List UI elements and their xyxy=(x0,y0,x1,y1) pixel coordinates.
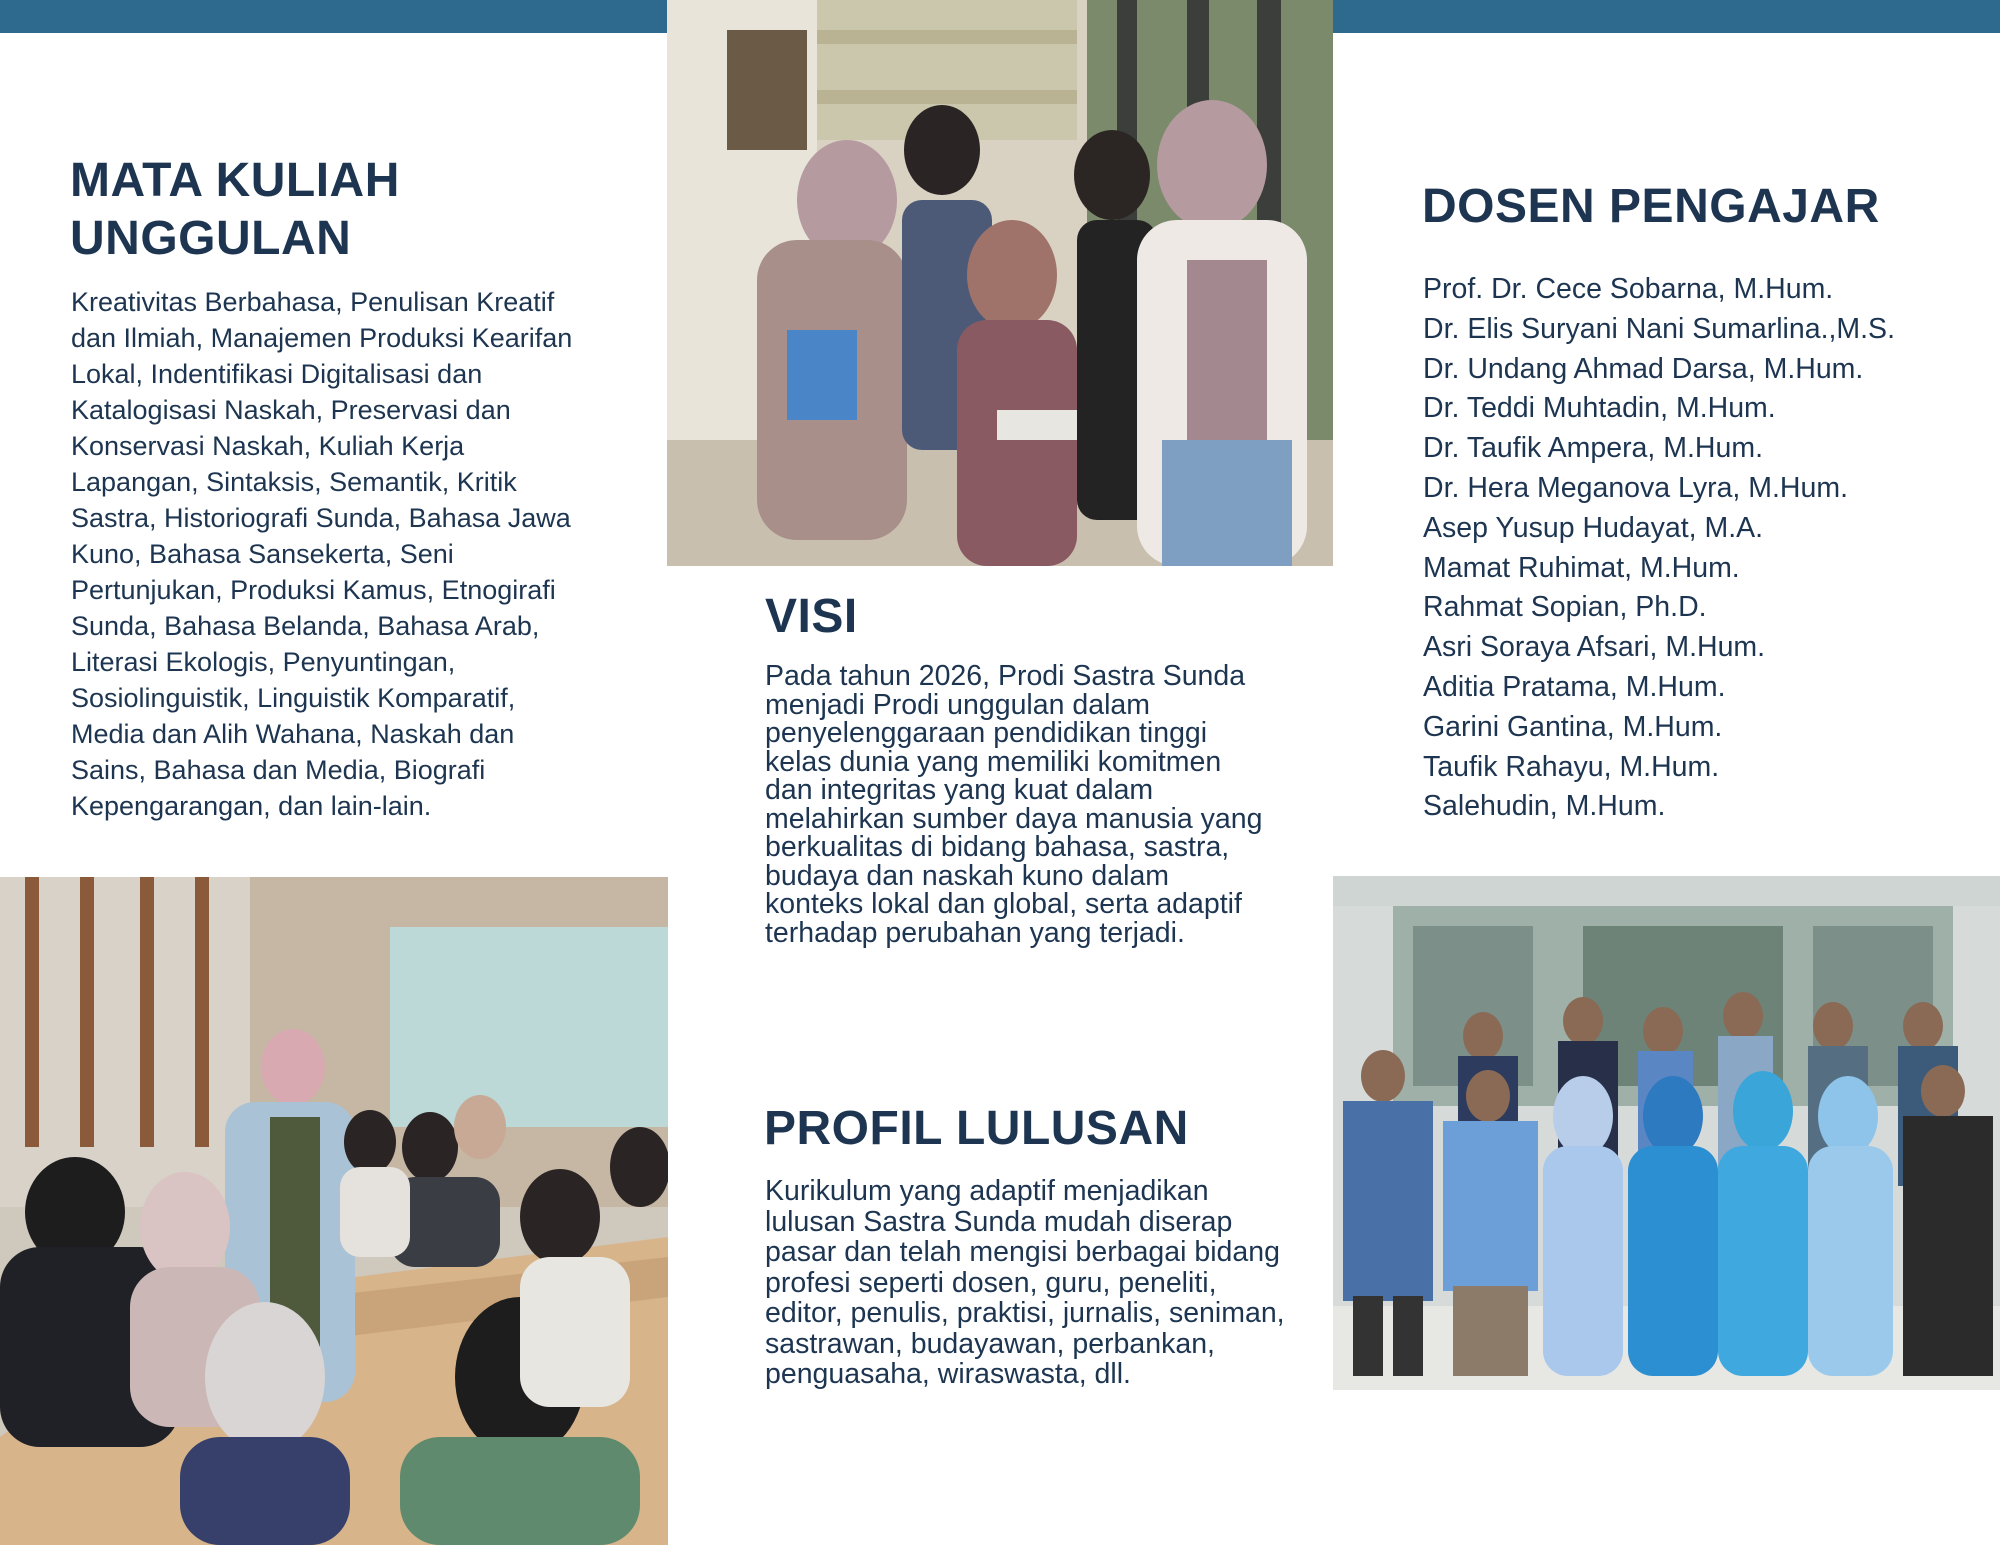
dosen-name: Rahmat Sopian, Ph.D. xyxy=(1423,591,1707,624)
dosen-name: Prof. Dr. Cece Sobarna, M.Hum. xyxy=(1423,273,1834,305)
profil-lulusan-text: Kurikulum yang adaptif menjadikan lulusan Sastra Sunda mudah diserap pasar dan telah mengisi berbagai bidang profesi seperti dosen, guru, peneliti, editor, penulis, praktisi, jurnalis, seniman, sastrawan, budayawan, perbankan, penguasaha, wiraswasta, dll. xyxy=(765,1175,1285,1390)
dosen-name: Dr. Hera Meganova Lyra, M.Hum. xyxy=(1423,471,1849,504)
dosen-list xyxy=(1423,270,1983,827)
students-walking-photo xyxy=(667,0,1333,566)
dosen-name: Mamat Ruhimat, M.Hum. xyxy=(1423,551,1740,584)
dosen-name: Dr. Undang Ahmad Darsa, M.Hum. xyxy=(1423,352,1864,385)
dosen-name: Dr. Elis Suryani Nani Sumarlina.,M.S. xyxy=(1423,312,1895,345)
visi-title: VISI xyxy=(765,590,858,643)
mata-kuliah-title: MATA KULIAH UNGGULAN xyxy=(70,154,400,265)
dosen-name: Asri Soraya Afsari, M.Hum. xyxy=(1423,631,1766,664)
dosen-name: Dr. Taufik Ampera, M.Hum. xyxy=(1423,432,1763,465)
dosen-pengajar-title: DOSEN PENGAJAR xyxy=(1422,180,1880,233)
dosen-name: Dr. Teddi Muhtadin, M.Hum. xyxy=(1423,392,1776,425)
visi-text: Pada tahun 2026, Prodi Sastra Sunda menjadi Prodi unggulan dalam penyelenggaraan pendidikan tinggi kelas dunia yang memiliki komitmen dan integritas yang kuat dalam melahirkan sumber daya manusia yang berkualitas di bidang bahasa, sastra, budaya dan naskah kuno dalam konteks lokal dan global, serta adaptif terhadap perubahan yang terjadi. xyxy=(765,660,1263,949)
profil-lulusan-title: PROFIL LULUSAN xyxy=(764,1102,1189,1155)
mata-kuliah-text: Kreativitas Berbahasa, Penulisan Kreatif dan Ilmiah, Manajemen Produksi Kearifan Lokal, Indentifikasi Digitalisasi dan Katalogisasi Naskah, Preservasi dan Konservasi Naskah, Kuliah Kerja Lapangan, Sintaksis, Semantik, Kritik Sastra, Historiografi Sunda, Bahasa Jawa Kuno, Bahasa Sansekerta, Seni Pertunjukan, Produksi Kamus, Etnogirafi Sunda, Bahasa Belanda, Bahasa Arab, Literasi Ekologis, Penyuntingan, Sosiolinguistik, Linguistik Komparatif, Media dan Alih Wahana, Naskah dan Sains, Bahasa dan Media, Biografi Kepengarangan, dan lain-lain. xyxy=(71,287,573,821)
dosen-name: Salehudin, M.Hum. xyxy=(1423,790,1666,823)
dosen-name: Taufik Rahayu, M.Hum. xyxy=(1423,750,1720,783)
dosen-name: Garini Gantina, M.Hum. xyxy=(1423,710,1723,743)
dosen-name: Aditia Pratama, M.Hum. xyxy=(1423,670,1726,703)
lecturers-group-photo xyxy=(1333,876,2000,1390)
classroom-discussion-photo xyxy=(0,877,668,1545)
dosen-name: Asep Yusup Hudayat, M.A. xyxy=(1423,511,1764,544)
